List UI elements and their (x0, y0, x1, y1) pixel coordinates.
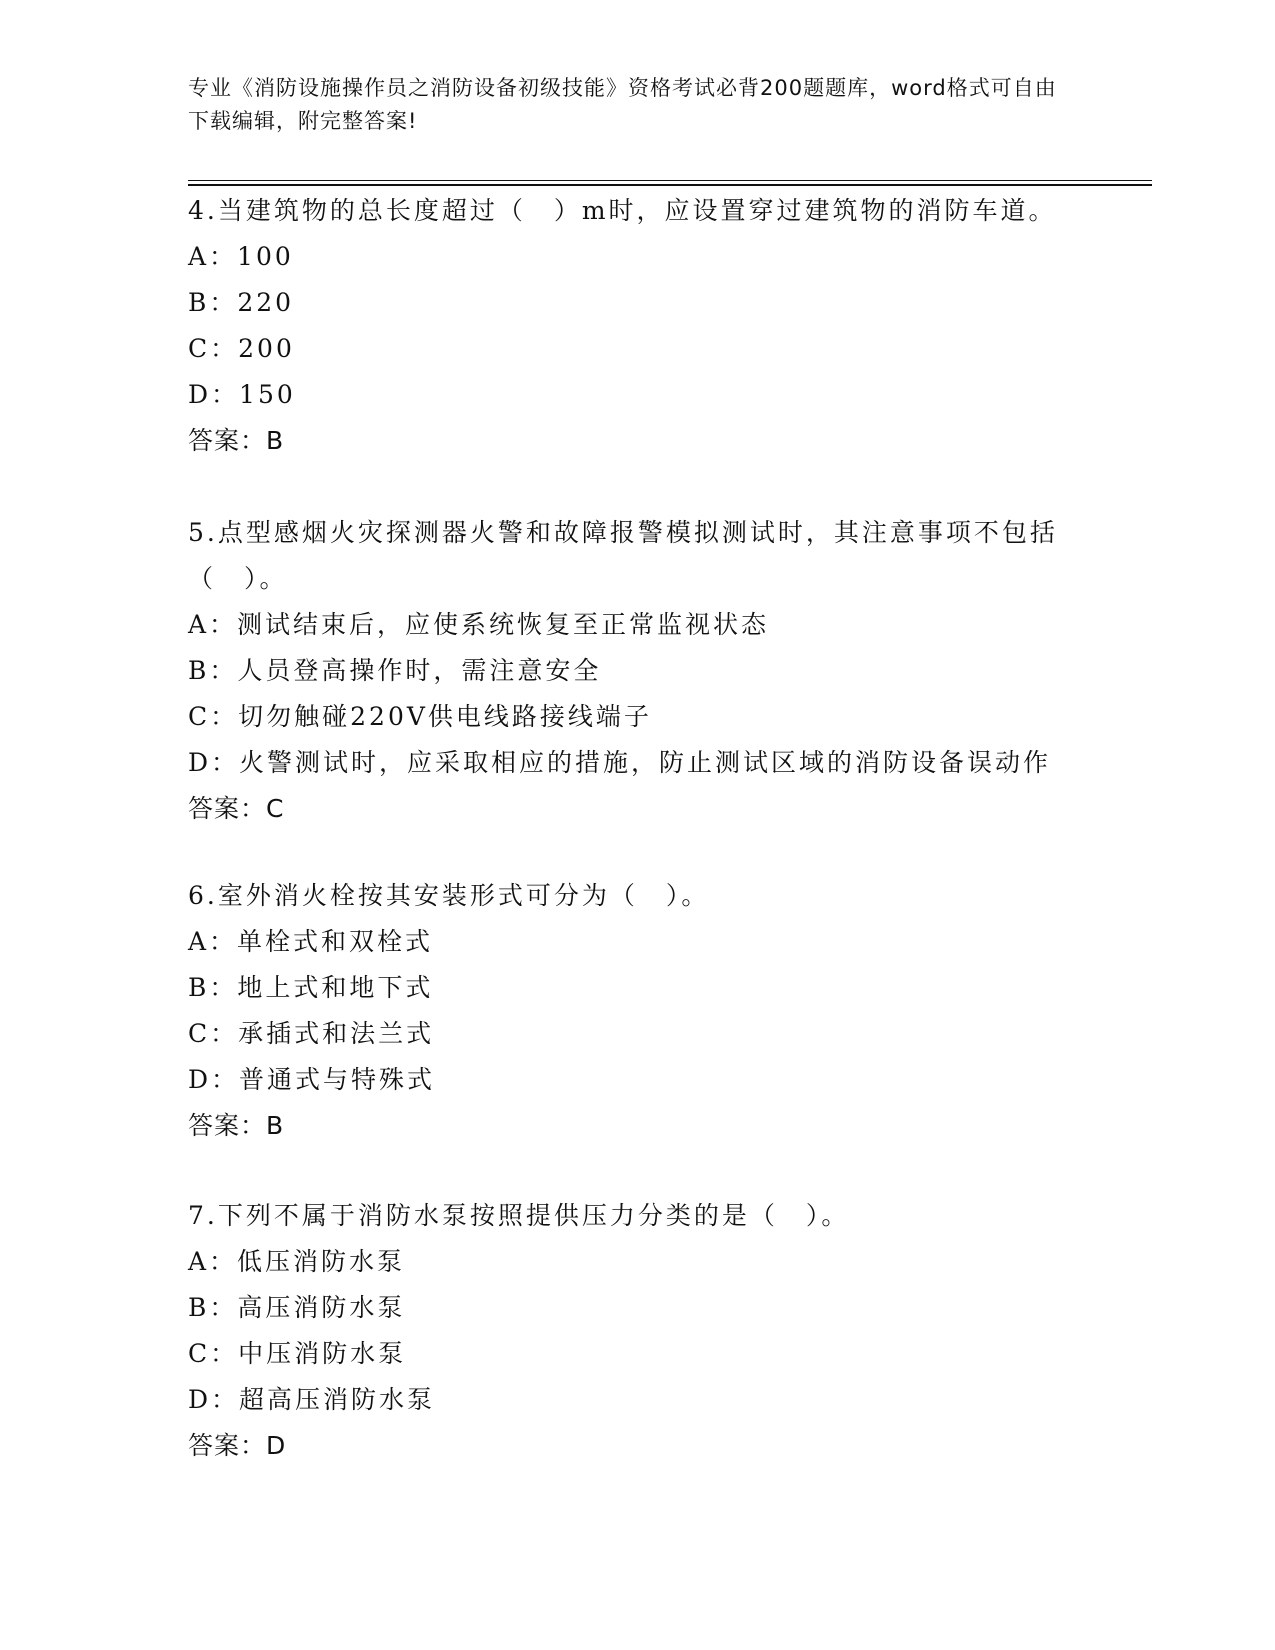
question-4 (188, 188, 1068, 464)
answer: 答案：D (188, 1431, 287, 1460)
option-a: A：低压消防水泵 (188, 1247, 406, 1276)
option-c: C：切勿触碰220V供电线路接线端子 (188, 702, 652, 731)
option-b: B：人员登高操作时，需注意安全 (188, 656, 602, 685)
option-d: D：火警测试时，应采取相应的措施，防止测试区域的消防设备误动作 (188, 748, 1052, 777)
question-7 (188, 1193, 1068, 1469)
option-b: B：220 (188, 288, 295, 317)
answer: 答案：B (188, 426, 285, 455)
header-divider-thick (188, 184, 1152, 186)
header-divider-thin (188, 180, 1152, 181)
question-stem: 7.下列不属于消防水泵按照提供压力分类的是（ ）。 (188, 1201, 850, 1230)
question-6 (188, 873, 1068, 1149)
question-stem: 5.点型感烟火灾探测器火警和故障报警模拟测试时，其注意事项不包括（ ）。 (188, 518, 1058, 593)
option-b: B：高压消防水泵 (188, 1293, 406, 1322)
option-c: C：200 (188, 334, 295, 363)
option-a: A：单栓式和双栓式 (188, 927, 434, 956)
option-d: D：普通式与特殊式 (188, 1065, 436, 1094)
question-5 (188, 510, 1068, 832)
question-stem: 6.室外消火栓按其安装形式可分为（ ）。 (188, 881, 710, 910)
option-a: A：100 (188, 242, 294, 271)
option-b: B：地上式和地下式 (188, 973, 434, 1002)
option-d: D：150 (188, 380, 296, 409)
option-c: C：承插式和法兰式 (188, 1019, 435, 1048)
option-d: D：超高压消防水泵 (188, 1385, 436, 1414)
answer: 答案：B (188, 1111, 285, 1140)
option-a: A：测试结束后，应使系统恢复至正常监视状态 (188, 610, 770, 639)
question-stem: 4.当建筑物的总长度超过（ ）m时，应设置穿过建筑物的消防车道。 (188, 196, 1057, 225)
document-header: 专业《消防设施操作员之消防设备初级技能》资格考试必背200题题库，word格式可自由下载编辑，附完整答案! (188, 76, 1057, 133)
option-c: C：中压消防水泵 (188, 1339, 407, 1368)
answer: 答案：C (188, 794, 285, 823)
